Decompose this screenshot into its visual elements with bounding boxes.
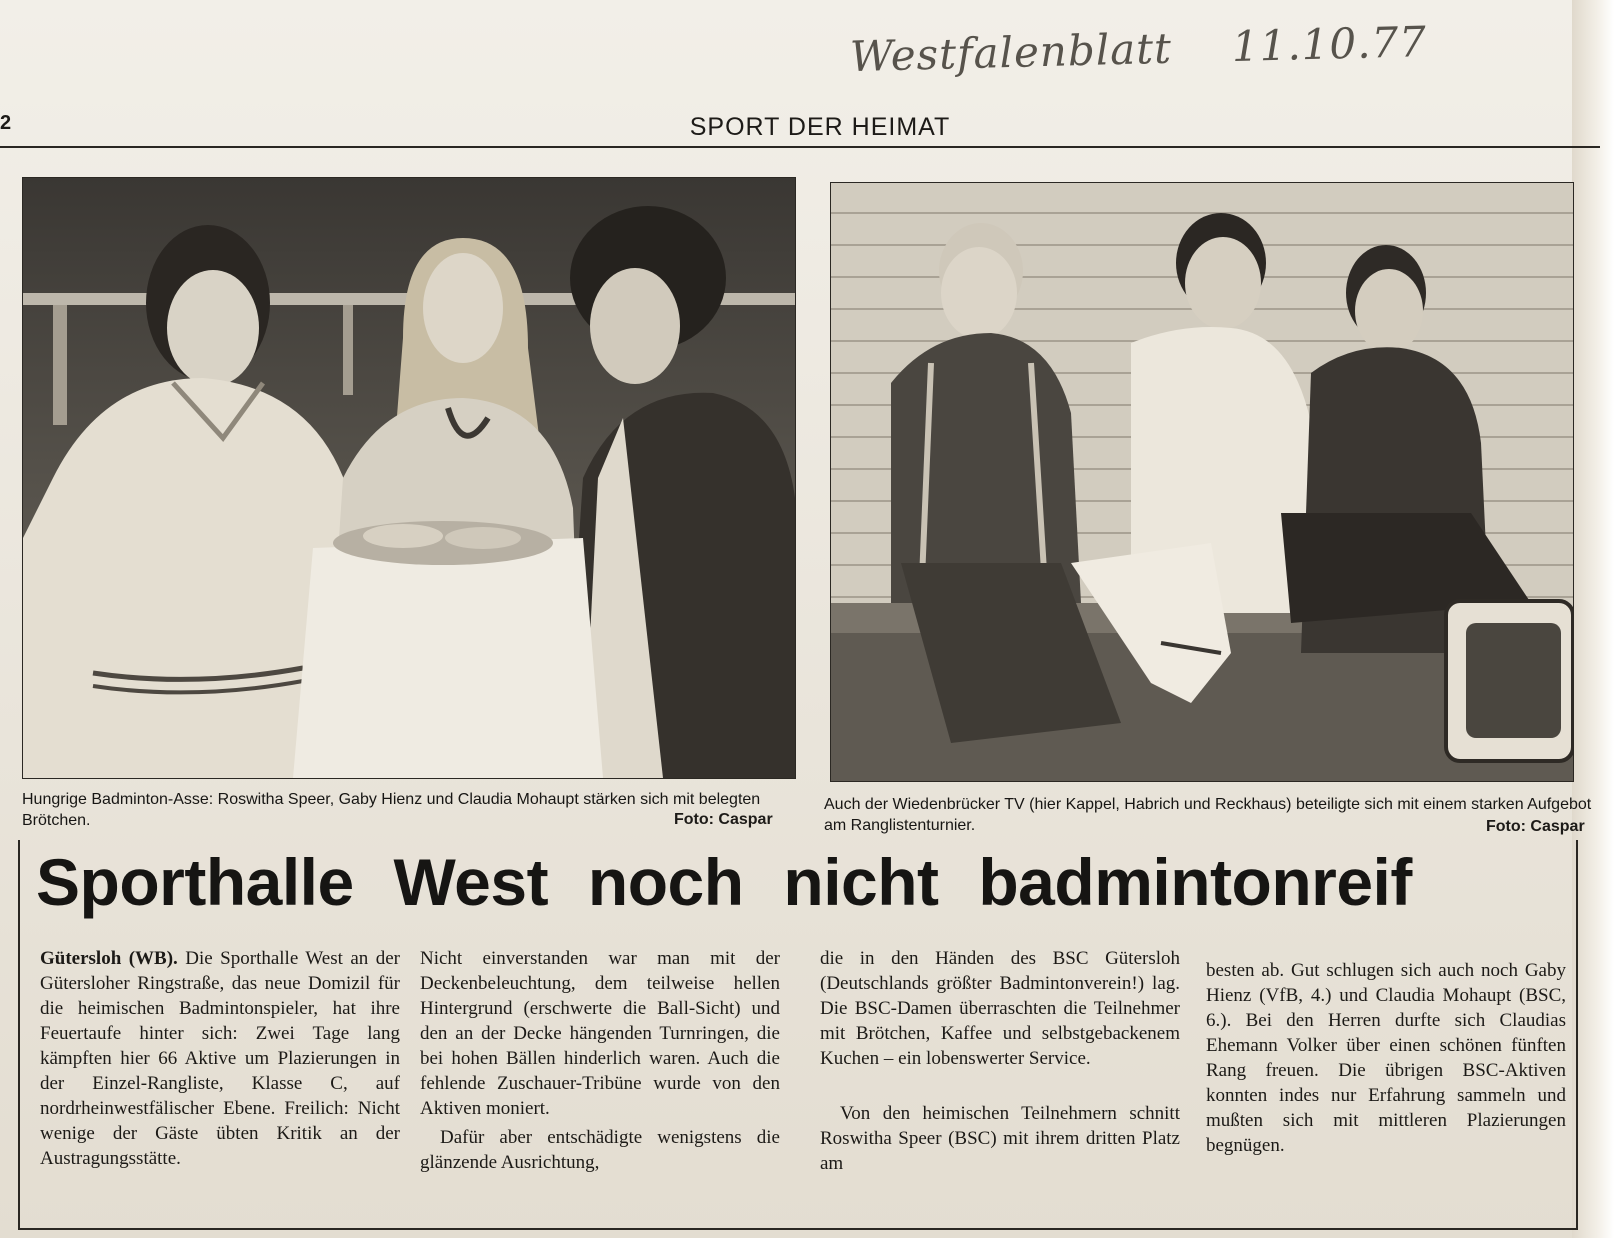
photo-right-caption: Auch der Wiedenbrücker TV (hier Kappel, Habrich und Reckhaus) beteiligte sich mit einem starken Aufgebot am Ranglistenturnier. xyxy=(824,796,1592,834)
page-number: 2 xyxy=(0,112,12,134)
photo-left-caption: Hungrige Badminton-Asse: Roswitha Speer, Gaby Hienz und Claudia Mohaupt stärken sich mit belegten Brötchen. xyxy=(22,791,761,829)
article-dateline: Gütersloh (WB). xyxy=(40,948,178,969)
article-col3-para2: Von den heimischen Teilnehmern schnitt Roswitha Speer (BSC) mit ihrem dritten Platz am xyxy=(820,1103,1180,1174)
handwritten-date: 11.10.77 xyxy=(1231,17,1428,72)
photo-right-credit: Foto: Caspar xyxy=(1486,818,1585,835)
header-rule xyxy=(0,146,1600,148)
page-edge xyxy=(1572,0,1614,1238)
photo-left-credit: Foto: Caspar xyxy=(674,811,773,828)
photo-wiedenbruecker-tv-players xyxy=(830,182,1574,782)
article-column-2 xyxy=(420,946,780,1175)
article-col2-para2: Dafür aber entschädigte wenigstens die glänzende Ausrichtung, xyxy=(420,1127,780,1173)
article-col3-para1: die in den Händen des BSC Gütersloh (Deutschlands größter Badmintonverein!) lag. Die BSC-Damen überraschten die Teilnehmer mit Brötchen, Kaffee und selbstgebackenem Kuchen – ein lobenswerter Service. xyxy=(820,948,1180,1069)
handwritten-paper-name: Westfalenblatt xyxy=(849,23,1173,82)
section-heading: SPORT DER HEIMAT xyxy=(689,113,951,141)
article-column-4 xyxy=(1206,958,1566,1158)
photo-left-image xyxy=(23,178,795,778)
article-col4-text: besten ab. Gut schlugen sich auch noch Gaby Hienz (VfB, 4.) und Claudia Mohaupt (BSC, 6.). Bei den Herren durfte sich Claudias Ehemann Volker über einen schönen fünften Rang freuen. Die übrigen BSC-Aktiven konnten indes nur Erfahrung sammeln und mußten sich mit mittleren Plazierungen begnügen. xyxy=(1206,960,1566,1156)
article-headline: Sporthalle West noch nicht badmintonreif xyxy=(36,845,1412,919)
article-col2-para1: Nicht einverstanden war man mit der Deckenbeleuchtung, dem teilweise hellen Hintergrund (erschwerte die Ball-Sicht) und den an der Decke hängenden Turnringen, die bei hohen Bällen hinderlich waren. Auch die fehlende Zuschauer-Tribüne wurde von den Aktiven moniert. xyxy=(420,948,780,1119)
photo-badminton-players-eating xyxy=(22,177,796,779)
article-paragraph xyxy=(40,946,400,1171)
article-col1-text: Die Sporthalle West an der Gütersloher Ringstraße, das neue Domizil für die heimischen Badmintonspieler, hat ihre Feuertaufe hinter sich: Zwei Tage lang kämpften hier 66 Aktive um Plazierungen in der Einzel-Rangliste, Klasse C, auf nordrheinwestfälischer Ebene. Freilich: Nicht wenige der Gäste übten Kritik an der Austragungsstätte. xyxy=(40,948,401,1169)
article-column-1 xyxy=(40,946,400,1171)
photo-right-image xyxy=(831,183,1573,781)
article-column-3 xyxy=(820,946,1180,1176)
